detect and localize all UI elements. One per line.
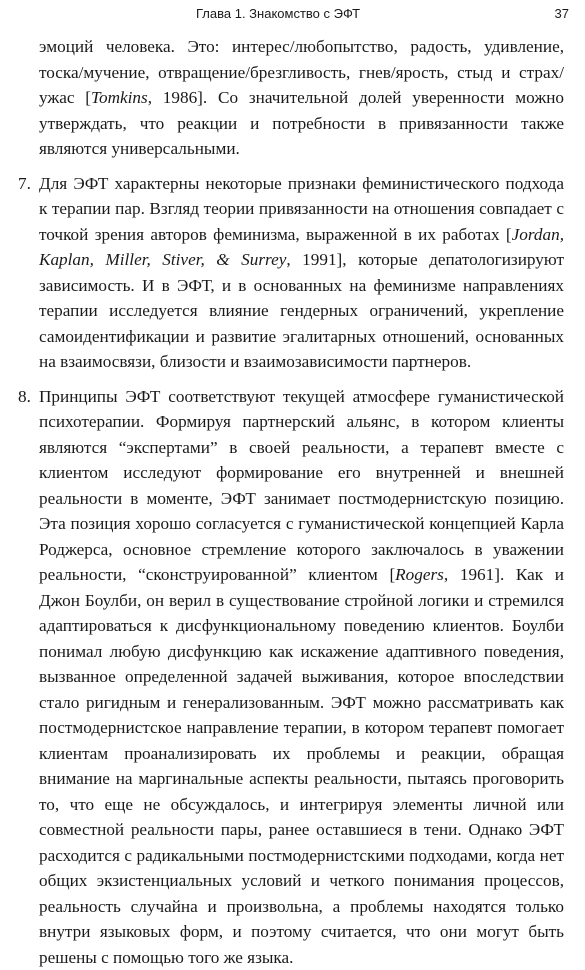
text-span: Для ЭФТ характерны некоторые признаки феминистического подхода к терапии пар. Взгляд теории привязанности на отношения совпадает с точкой зрения авторов феминизма, выраженной в их работах [ (39, 174, 564, 244)
text-span: , 1986]. Со значительной долей уверенности можно утверждать, что реакции и потребности в привязанности также являются универсальными. (39, 88, 564, 158)
list-item-8 (18, 384, 564, 970)
text-span: Принципы ЭФТ соответствуют текущей атмосфере гуманистической психотерапии. Формируя партнерский альянс, в котором клиенты являются “экспертами” в своей реальности, а терапевт вместе с клиентом исследуют формирование его внутренней и внешней реальности в моменте, ЭФТ занимает постмодернистскую позицию. Эта позиция хорошо согласуется с гуманистической концепцией Карла Роджерса, основное стремление которого заключалось в уважении реальности, “сконструированной” клиентом [ (39, 387, 564, 585)
continuation-paragraph (39, 34, 564, 162)
text-span: , 1991], которые депатологизируют зависимость. И в ЭФТ, и в основанных на феминизме направлениях терапии исследуется влияние гендерных ограничений, укрепление самоидентификации и развитие эгалитарных отношений, основанных на взаимосвязи, близости и взаимозависимости партнеров. (39, 250, 564, 371)
list-item-number: 7. (18, 171, 31, 197)
list-item-7 (18, 171, 564, 375)
list-item-number: 8. (18, 384, 31, 410)
text-span: эмоций человека. Это: интерес/любопытство, радость, удивление, тоска/мучение, отвращение/брезгливость, гнев/ярость, стыд и страх/ужас [ (39, 37, 564, 107)
running-head (28, 5, 569, 23)
running-title: Глава 1. Знакомство с ЭФТ (196, 5, 360, 23)
body-text (18, 34, 564, 970)
list-item-text (39, 171, 564, 375)
list-item-text (39, 384, 564, 970)
citation-author: Jordan, Kaplan, Miller, Stiver, & Surrey (39, 225, 564, 270)
citation-author: Tomkins (91, 88, 148, 107)
text-span: , 1961]. Как и Джон Боулби, он верил в существование стройной логики и стремился адаптироваться к дисфункциональному поведению клиентов. Боулби понимал любую дисфункцию как искажение адаптивного поведения, вызванное определенной задачей выживания, которое впоследствии стало ригидным и генерализованным. ЭФТ можно рассматривать как постмодернистское направление терапии, в котором терапевт помогает клиентам проанализировать их проблемы и реакции, обращая внимание на маргинальные аспекты реальности, пытаясь проговорить то, что еще не обсуждалось, и интегрируя элементы личной или совместной реальности пары, ранее оставшиеся в тени. Однако ЭФТ расходится с радикальными постмодернистскими подходами, когда нет общих экзистенциальных условий и четкого понимания процессов, реальность случайна и произвольна, а проблемы находятся только внутри языковых форм, и поэтому считается, что они могут быть решены с помощью того же языка. (39, 565, 564, 967)
page-number: 37 (555, 5, 569, 23)
citation-author: Rogers (395, 565, 444, 584)
